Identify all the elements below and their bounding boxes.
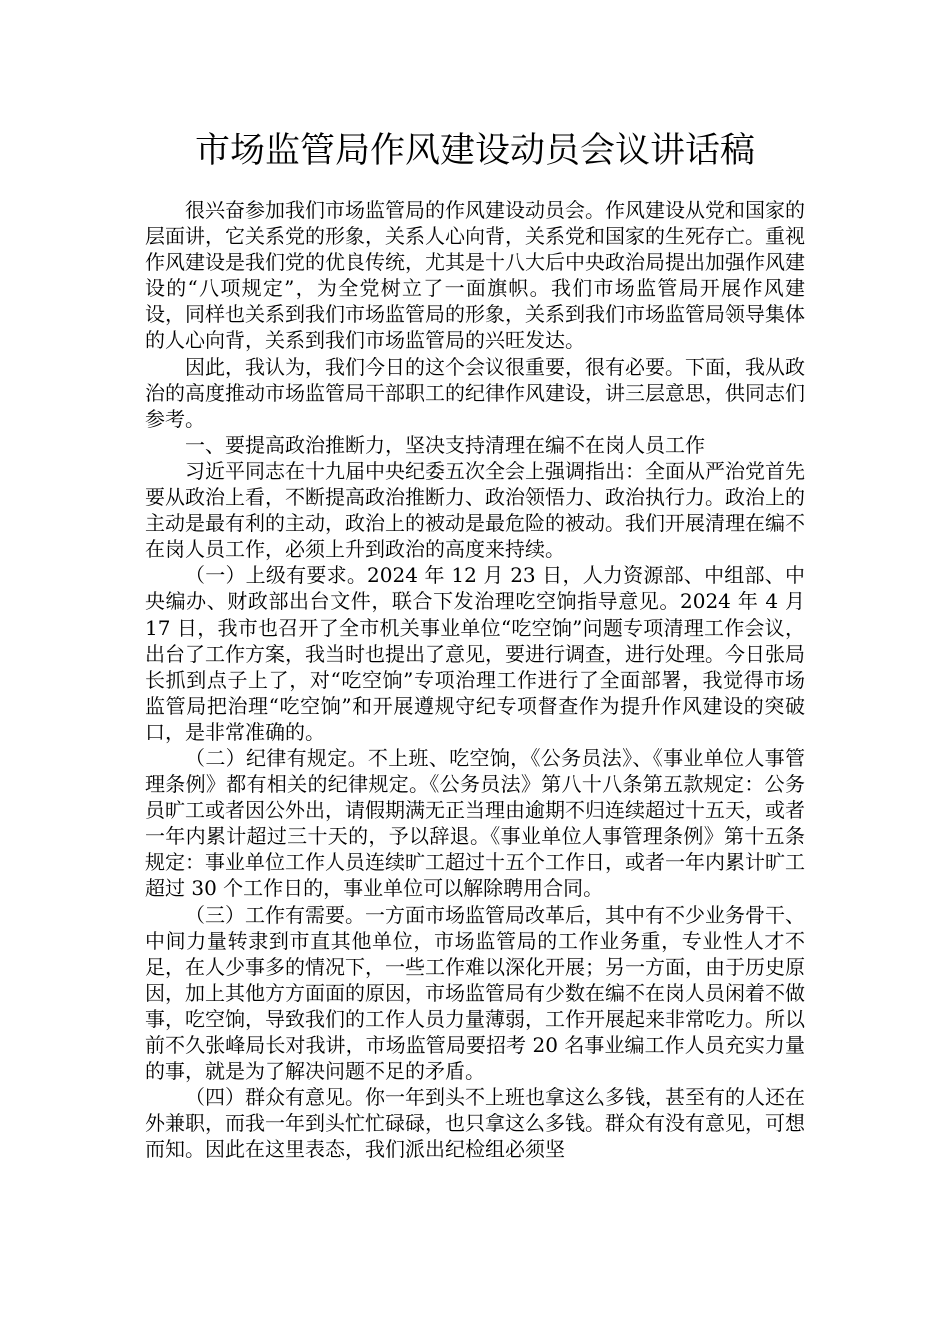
paragraph-point-4: （四）群众有意见。你一年到头不上班也拿这么多钱，甚至有的人还在外兼职，而我一年到头忙忙碌碌，也只拿这么多钱。群众有没有意见，可想而知。因此在这里表态，我们派出纪检组必须坚 — [145, 1085, 805, 1162]
paragraph-intro: 很兴奋参加我们市场监管局的作风建设动员会。作风建设从党和国家的层面讲，它关系党的形象，关系人心向背，关系党和国家的生死存亡。重视作风建设是我们党的优良传统，尤其是十八大后中央政治局提出加强作风建设的“八项规定”，为全党树立了一面旗帜。我们市场监管局开展作风建设，同样也关系到我们市场监管局的形象，关系到我们市场监管局领导集体的人心向背，关系到我们市场监管局的兴旺发达。 — [145, 198, 805, 353]
section-heading-1: 一、要提高政治推断力，坚决支持清理在编不在岗人员工作 — [185, 432, 705, 457]
document-body — [145, 197, 805, 1162]
paragraph-point-3: （三）工作有需要。一方面市场监管局改革后，其中有不少业务骨干、中间力量转隶到市直其他单位，市场监管局的工作业务重，专业性人才不足，在人少事多的情况下，一些工作难以深化开展；另一方面，由于历史原因，加上其他方方面面的原因，市场监管局有少数在编不在岗人员闲着不做事，吃空饷，导致我们的工作人员力量薄弱，工作开展起来非常吃力。所以前不久张峰局长对我讲，市场监管局要招考 20 名事业编工作人员充实力量的事，就是为了解决问题不足的矛盾。 — [145, 902, 805, 1084]
paragraph-overview: 因此，我认为，我们今日的这个会议很重要，很有必要。下面，我从政治的高度推动市场监管局干部职工的纪律作风建设，讲三层意思，供同志们参考。 — [145, 354, 805, 431]
paragraph-point-1: （一）上级有要求。2024 年 12 月 23 日，人力资源部、中组部、中央编办、财政部出台文件，联合下发治理吃空饷指导意见。2024 年 4 月 17 日，我市也召开了全市机关事业单位“吃空饷”问题专项清理工作会议，出台了工作方案，我当时也提出了意见，要进行调查，进行处理。今日张局长抓到点子上了，对“吃空饷”专项治理工作进行了全面部署，我觉得市场监管局把治理“吃空饷”和开展遵规守纪专项督查作为提升作风建设的突破口，是非常准确的。 — [145, 563, 805, 744]
paragraph-quote: 习近平同志在十九届中央纪委五次全会上强调指出：全面从严治党首先要从政治上看，不断提高政治推断力、政治领悟力、政治执行力。政治上的主动是最有利的主动，政治上的被动是最危险的被动。我们开展清理在编不在岗人员工作，必须上升到政治的高度来持续。 — [145, 458, 805, 562]
document-title: 市场监管局作风建设动员会议讲话稿 — [194, 131, 755, 171]
paragraph-point-2: （二）纪律有规定。不上班、吃空饷，《公务员法》、《事业单位人事管理条例》都有相关的纪律规定。《公务员法》第八十八条第五款规定：公务员旷工或者因公外出，请假期满无正当理由逾期不归连续超过十五天，或者一年内累计超过三十天的，予以辞退。《事业单位人事管理条例》第十五条规定：事业单位工作人员连续旷工超过十五个工作日，或者一年内累计旷工超过 30 个工作日的，事业单位可以解除聘用合同。 — [145, 745, 805, 901]
